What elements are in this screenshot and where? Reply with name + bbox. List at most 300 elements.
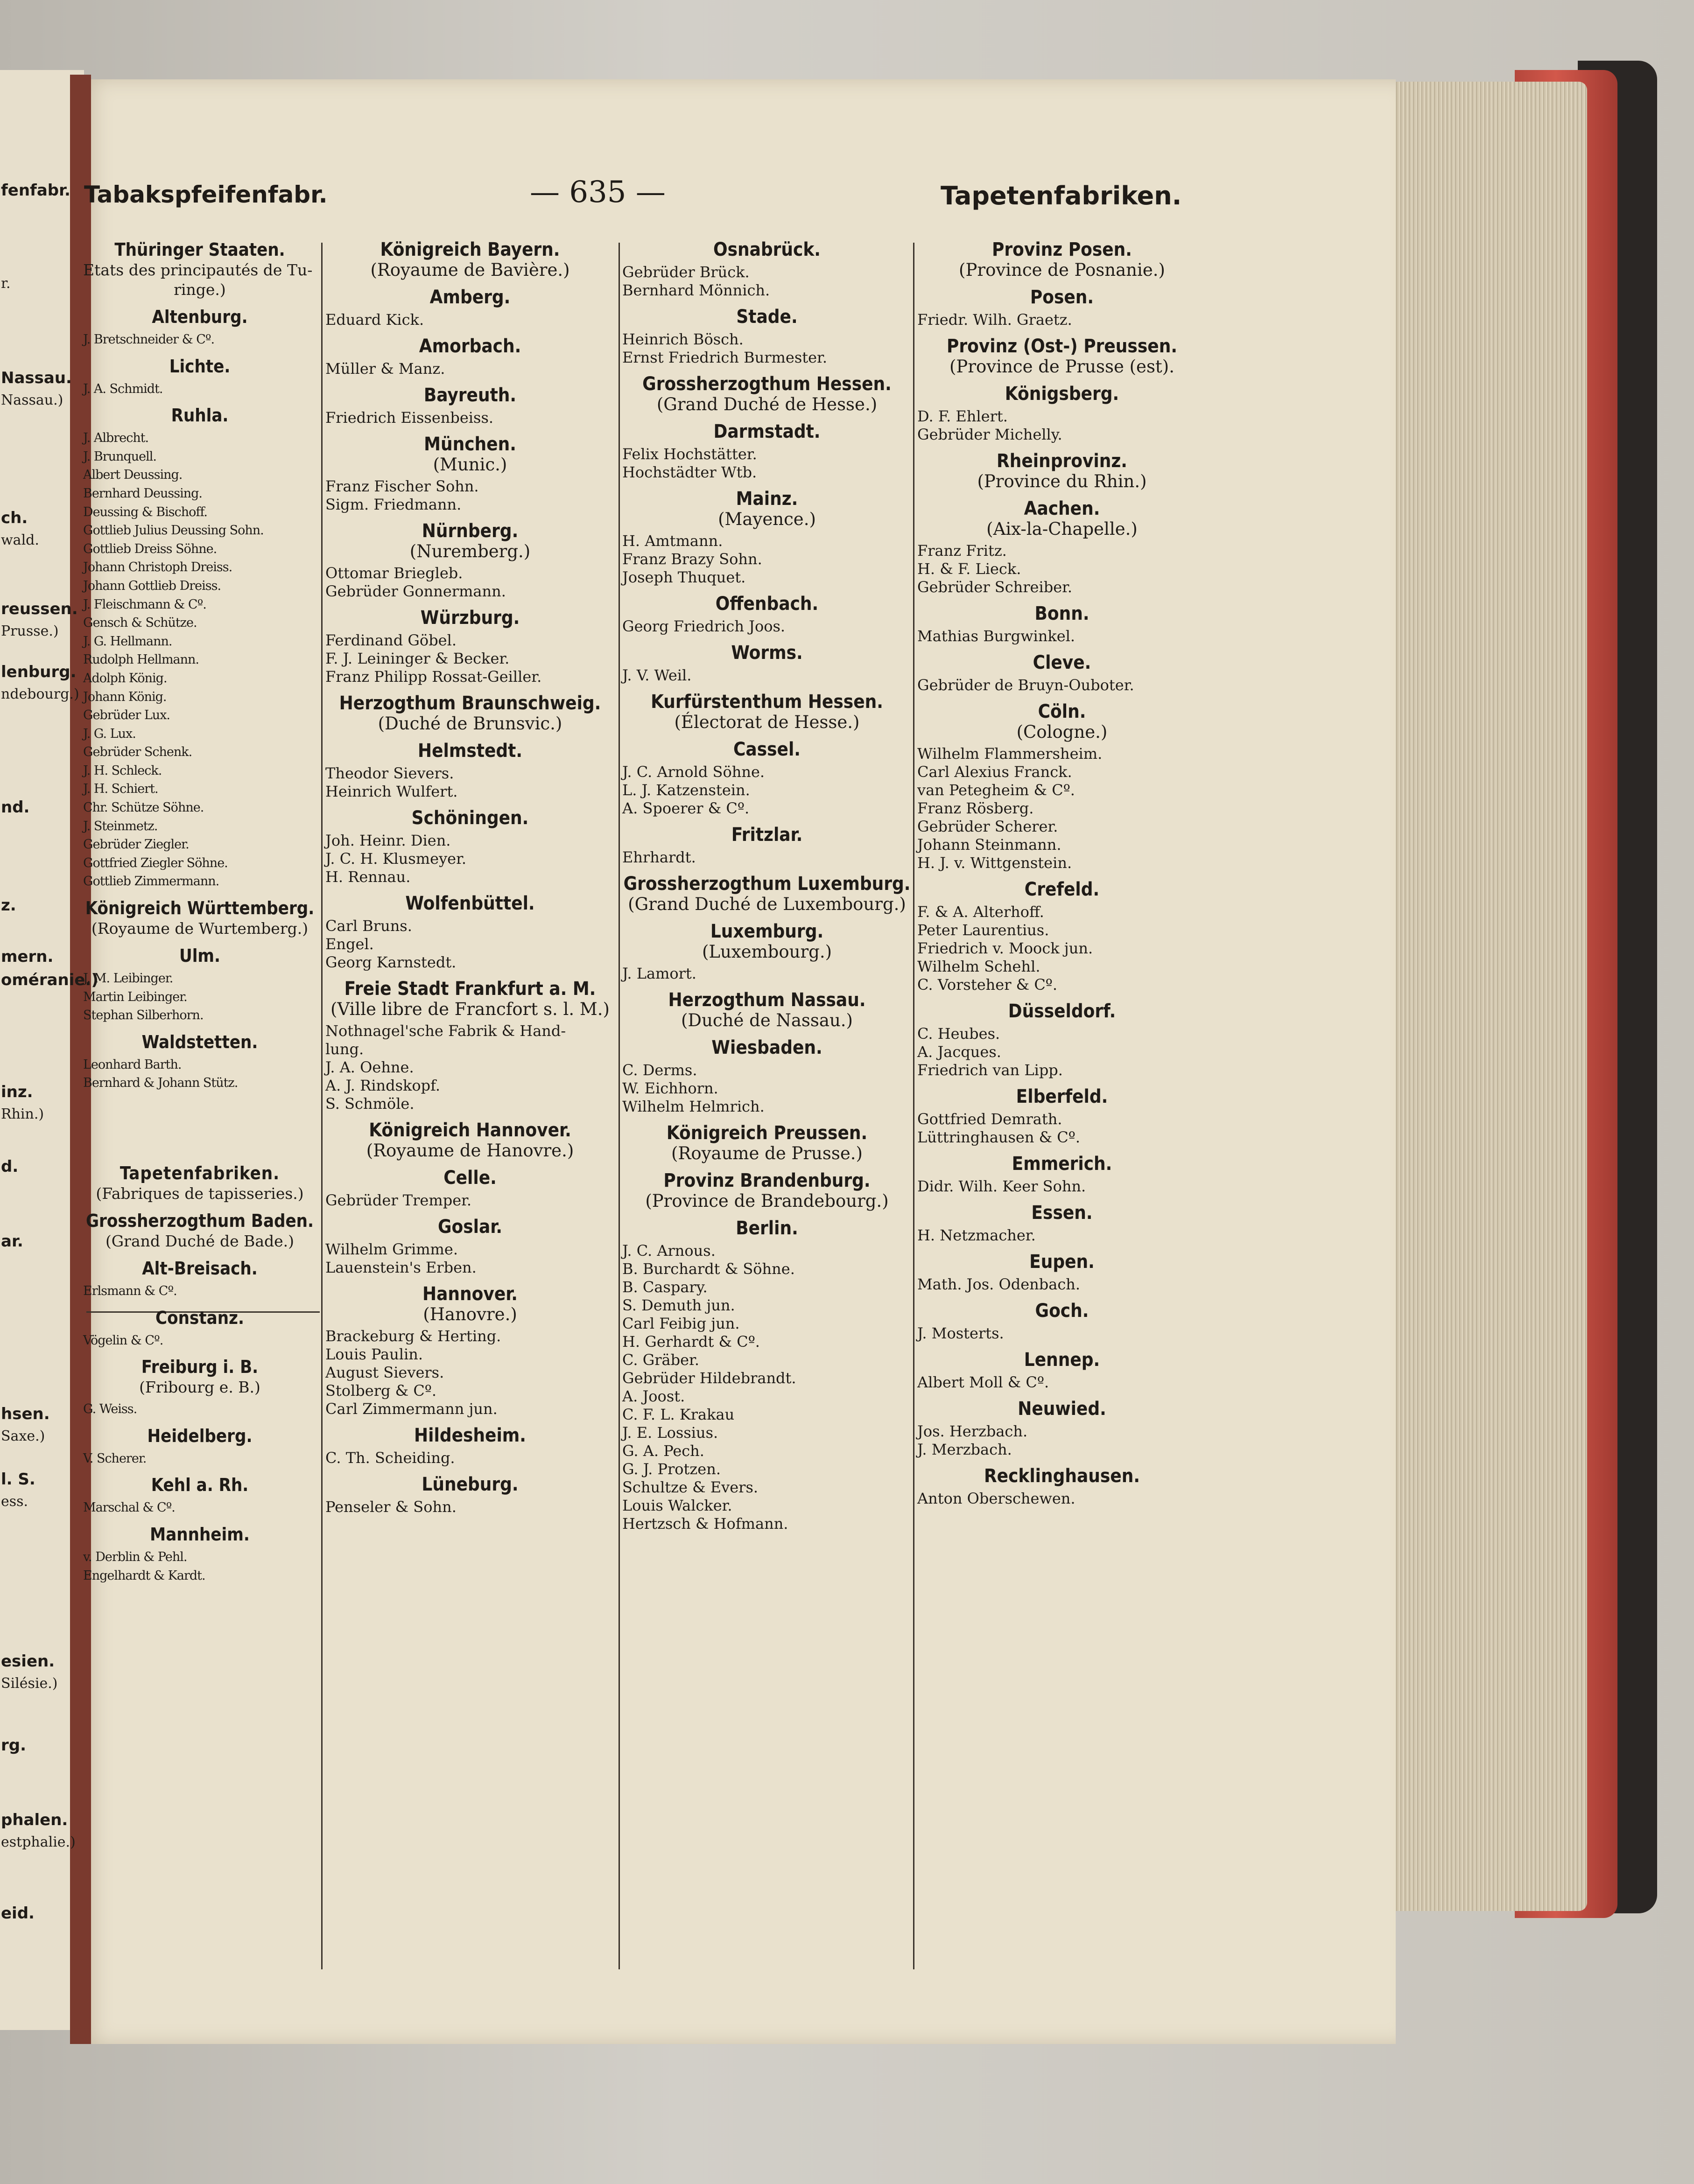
left-page-fragment-text: esien. [1,1652,55,1671]
directory-section [325,686,615,734]
directory-section [622,636,912,685]
directory-section [83,938,316,1025]
section-heading: Eupen. [1029,1251,1095,1273]
section-heading: Aachen. [1024,498,1100,519]
firm-entry: Engel. [325,935,374,953]
section-subtitle: (Fribourg e. B.) [139,1378,260,1397]
left-page-fragment-text: rg. [1,1736,27,1755]
section-subtitle: (Province de Posnanie.) [959,260,1165,280]
directory-section [325,1277,615,1418]
firm-entry: J. Steinmetz. [83,819,158,833]
firm-entry: Johann König. [83,689,167,704]
firm-entry: J. G. Lux. [83,726,136,741]
firm-entry: H. Rennau. [325,868,411,886]
section-heading: Ruhla. [171,405,229,426]
firm-entry: J. Brunquell. [83,449,156,464]
directory-section [622,1163,912,1211]
firm-entry: Martin Leibinger. [83,989,187,1004]
column-rule-2 [619,243,620,1969]
firm-entry: C. F. L. Krakau [622,1406,735,1423]
section-subtitle: (Grand Duché de Hesse.) [656,394,878,414]
section-subtitle: (Ville libre de Francfort s. l. M.) [330,999,610,1019]
section-heading: Elberfeld. [1016,1086,1108,1107]
section-heading: Provinz Posen. [992,239,1132,260]
firm-entry: Gebrüder Scherer. [917,818,1058,835]
firm-entry: A. J. Rindskopf. [325,1077,440,1094]
section-heading: Bonn. [1034,603,1090,624]
directory-section [325,972,615,1113]
section-heading: Luxemburg. [710,921,824,942]
firm-entry: Didr. Wilh. Keer Sohn. [917,1177,1086,1195]
firm-entry: Gebrüder Schenk. [83,745,192,760]
directory-section [917,1079,1207,1147]
section-heading: Fritzlar. [731,824,803,846]
firm-entry: Gottfried Ziegler Söhne. [83,855,228,870]
firm-entry: C. Vorsteher & Cº. [917,976,1058,994]
directory-section [622,367,912,414]
column-4 [917,239,1207,1508]
firm-entry: Friedrich v. Moock jun. [917,939,1093,957]
section-heading: Thüringer Staaten. [114,239,285,260]
section-subtitle: (Mayence.) [718,509,816,529]
section-heading: Stade. [736,306,798,328]
firm-entry: Eduard Kick. [325,311,424,329]
firm-entry: Math. Jos. Odenbach. [917,1275,1081,1293]
firm-entry: C. Derms. [622,1061,697,1079]
firm-entry: Rudolph Hellmann. [83,652,199,667]
section-heading: Kehl a. Rh. [151,1475,249,1496]
firm-entry: Albert Moll & Cº. [917,1373,1049,1391]
section-heading: Waldstetten. [141,1031,258,1052]
firm-entry: Ottomar Briegleb. [325,564,463,582]
firm-entry: Wilhelm Grimme. [325,1240,458,1258]
firm-entry: J. Bretschneider & Cº. [83,332,215,347]
directory-section [83,1251,316,1301]
page-number: — 635 — [530,175,666,210]
directory-section [622,414,912,482]
page-edges [1377,82,1587,1911]
section-heading: Herzogthum Nassau. [668,989,866,1011]
firm-entry: Leonhard Barth. [83,1057,182,1072]
directory-section [917,1459,1207,1508]
firm-entry: J. Mosterts. [917,1324,1004,1342]
left-page-fragment-text: eid. [1,1904,35,1923]
directory-section [622,300,912,367]
section-heading: Cassel. [733,739,801,760]
directory-section [917,1343,1207,1392]
firm-entry: Peter Laurentius. [917,921,1049,939]
directory-section [325,1467,615,1516]
directory-section [917,645,1207,694]
firm-entry: G. Weiss. [83,1402,137,1417]
firm-entry: C. Th. Scheiding. [325,1449,455,1467]
directory-section [325,1210,615,1277]
firm-entry: Joh. Heinr. Dien. [325,832,451,849]
section-heading: Hildesheim. [414,1425,526,1446]
firm-entry: B. Caspary. [622,1278,708,1296]
firm-entry: H. Gerhardt & Cº. [622,1333,760,1351]
firm-entry: Heinrich Bösch. [622,330,744,348]
section-heading: Schöningen. [411,807,529,829]
section-heading: Cleve. [1033,652,1091,673]
directory-section [917,1147,1207,1196]
section-heading: Tapetenfabriken. [119,1163,280,1183]
section-subtitle: (Munic.) [433,455,507,475]
firm-entry: Ferdinand Göbel. [325,631,457,649]
section-subtitle: (Cologne.) [1016,722,1108,742]
section-heading: Königsberg. [1005,383,1119,405]
firm-entry: Carl Alexius Franck. [917,763,1072,781]
section-heading: Recklinghausen. [984,1465,1140,1487]
directory-section [917,1196,1207,1245]
firm-entry: Mathias Burgwinkel. [917,627,1075,645]
section-heading: Grossherzogthum Luxemburg. [623,873,911,895]
directory-section [917,444,1207,491]
firm-entry: Franz Philipp Rossat-Geiller. [325,668,542,686]
directory-section [917,329,1207,377]
firm-entry: Stephan Silberhorn. [83,1008,204,1023]
section-heading: Freie Stadt Frankfurt a. M. [344,978,596,1000]
directory-section [83,398,316,891]
section-heading: Amberg. [429,287,511,308]
directory-section [917,596,1207,645]
firm-entry: Gebrüder Tremper. [325,1191,472,1209]
directory-section [917,1392,1207,1459]
firm-entry: Johann Steinmann. [917,836,1061,854]
firm-entry: Gebrüder Schreiber. [917,578,1073,596]
section-heading: Lüneburg. [422,1474,519,1495]
firm-entry: F. & A. Alterhoff. [917,903,1044,921]
section-heading: München. [424,434,516,455]
firm-entry: Ernst Friedrich Burmester. [622,349,827,366]
firm-entry: Bernhard Deussing. [83,486,202,501]
firm-entry: J. H. Schleck. [83,763,162,778]
firm-entry: Jos. Herzbach. [917,1422,1028,1440]
firm-entry: Gottlieb Julius Deussing Sohn. [83,523,264,538]
left-page-fragment-text: ch. [1,509,28,527]
left-page-fragment-text: mern. [1,947,54,966]
section-heading: Nürnberg. [422,520,519,542]
section-subtitle: (Aix-la-Chapelle.) [986,519,1138,539]
left-page-fragment-text: nd. [1,798,30,817]
directory-section [325,886,615,972]
section-heading: Goslar. [437,1216,502,1238]
left-page-fragment-text: ndebourg.) [1,686,79,702]
firm-entry: J. C. H. Klusmeyer. [325,850,467,868]
section-subtitle: (Duché de Brunsvic.) [378,714,562,734]
firm-entry: J. C. Arnold Söhne. [622,763,765,781]
left-page-fragment-text: Prusse.) [1,623,59,639]
section-heading: Emmerich. [1012,1153,1112,1175]
firm-entry: L. J. Katzenstein. [622,781,750,799]
section-heading: Herzogthum Braunschweig. [339,693,601,714]
left-page-fragment-text: inz. [1,1083,33,1101]
firm-entry: Schultze & Evers. [622,1478,759,1496]
firm-entry: Franz Fritz. [917,542,1007,560]
section-heading: Königreich Württemberg. [85,898,315,919]
directory-section [325,801,615,886]
directory-section [917,1245,1207,1294]
firm-entry: S. Schmöle. [325,1095,415,1113]
firm-entry: Franz Fischer Sohn. [325,477,479,495]
firm-entry: Hochstädter Wtb. [622,463,757,481]
section-heading: Mainz. [736,488,798,510]
firm-entry: A. Spoerer & Cº. [622,799,750,817]
firm-entry: Franz Brazy Sohn. [622,550,762,568]
column-2 [325,239,615,1516]
directory-section [83,891,316,938]
section-heading: Wiesbaden. [711,1037,822,1058]
directory-section [83,1517,316,1585]
firm-entry: van Petegheim & Cº. [917,781,1075,799]
section-heading: Ulm. [179,945,221,966]
firm-entry: Wilhelm Schehl. [917,958,1040,975]
directory-section [83,1204,316,1251]
section-subtitle: (Grand Duché de Bade.) [105,1232,295,1250]
directory-section [622,587,912,636]
column-rule-3 [913,243,914,1969]
section-heading: Posen. [1030,287,1094,308]
firm-entry: J. A. Oehne. [325,1058,414,1076]
firm-entry: Felix Hochstätter. [622,445,757,463]
section-heading: Würzburg. [420,607,520,629]
section-heading: Darmstadt. [713,421,821,442]
section-subtitle: (Luxembourg.) [702,942,832,962]
left-page-fragment-text: d. [1,1157,19,1176]
firm-entry: Friedrich Eissenbeiss. [325,409,494,427]
left-page-fragment-text: z. [1,896,16,915]
section-heading: Lichte. [169,356,231,377]
firm-entry: J. V. Weil. [622,666,692,684]
firm-entry: Anton Oberschewen. [917,1490,1075,1507]
directory-section [917,377,1207,444]
directory-section [325,514,615,601]
directory-section [83,1025,316,1092]
section-heading: Hannover. [422,1283,518,1305]
section-heading: Constanz. [155,1307,244,1328]
section-heading: Berlin. [736,1218,798,1239]
directory-section [325,601,615,686]
section-heading: Lennep. [1024,1349,1100,1371]
firm-entry: Carl Zimmermann jun. [325,1400,498,1418]
directory-section [83,1419,316,1468]
section-heading: Grossherzogthum Baden. [85,1211,314,1231]
firm-entry: Nothnagel'sche Fabrik & Hand- [325,1022,566,1040]
firm-entry: Gottfried Demrath. [917,1110,1062,1128]
left-page-fragment-text: Nassau. [1,369,72,387]
left-page-fragment-text: phalen. [1,1811,68,1829]
firm-entry: v. Derblin & Pehl. [83,1549,187,1564]
firm-entry: Louis Paulin. [325,1345,423,1363]
directory-section [622,867,912,914]
directory-section [325,1113,615,1161]
firm-entry: J. H. Schiert. [83,782,158,797]
firm-entry: J. Lamort. [622,965,696,982]
firm-entry: H. Netzmacher. [917,1226,1036,1244]
firm-entry: F. J. Leininger & Becker. [325,650,510,667]
firm-entry: Gebrüder de Bruyn-Ouboter. [917,676,1134,694]
section-heading: Crefeld. [1024,879,1100,900]
left-page-fragment-text: estphalie.) [1,1834,76,1850]
firm-entry: Wilhelm Flammersheim. [917,745,1103,763]
directory-section [622,983,912,1030]
firm-entry: Chr. Schütze Söhne. [83,800,204,815]
directory-section [917,694,1207,872]
firm-entry: G. A. Pech. [622,1442,704,1460]
section-heading: Königreich Bayern. [380,239,560,260]
firm-entry: Müller & Manz. [325,360,445,378]
section-heading: Wolfenbüttel. [405,893,535,914]
firm-entry: Georg Karnstedt. [325,953,457,971]
firm-entry: Marschal & Cº. [83,1500,175,1515]
directory-section [917,1294,1207,1343]
directory-section [622,914,912,983]
section-heading: Kurfürstenthum Hessen. [651,691,883,713]
firm-entry: Friedr. Wilh. Graetz. [917,311,1072,329]
section-subtitle: (Fabriques de tapisseries.) [96,1184,304,1203]
section-heading: Provinz (Ost-) Preussen. [946,336,1177,357]
left-page-fragment-text: wald. [1,532,39,548]
firm-entry: J. A. Schmidt. [83,381,163,396]
section-heading: Osnabrück. [713,239,821,260]
firm-entry: H. J. v. Wittgenstein. [917,854,1072,872]
column-1 [83,239,316,1585]
section-subtitle: (Hanovre.) [423,1304,517,1324]
firm-entry: D. F. Ehlert. [917,407,1008,425]
running-header-left: Tabakspfeifenfabr. [84,181,328,208]
section-subtitle: (Province de Prusse (est). [949,357,1174,377]
firm-entry: Sigm. Friedmann. [325,496,462,513]
section-heading: Grossherzogthum Hessen. [642,373,892,395]
directory-section [325,378,615,427]
firm-entry: Albert Deussing. [83,468,183,483]
directory-section [83,349,316,399]
firm-entry: Johann Gottlieb Dreiss. [83,578,221,593]
left-page-fragment-text: Saxe.) [1,1428,45,1444]
directory-section [917,994,1207,1079]
section-heading: Königreich Preussen. [666,1122,868,1144]
firm-entry: Gebrüder Michelly. [917,426,1062,443]
directory-section [622,685,912,732]
firm-entry: Johann Christoph Dreiss. [83,560,232,575]
section-subtitle: (Électorat de Hesse.) [674,712,860,732]
firm-entry: Gebrüder Hildebrandt. [622,1369,796,1387]
section-subtitle: (Province de Brandebourg.) [645,1191,889,1211]
section-heading: Offenbach. [715,593,819,615]
left-page-fragment-text: Rhin.) [1,1106,44,1122]
firm-entry: Vögelin & Cº. [83,1333,163,1348]
directory-section [622,482,912,587]
left-page-fragment-text: r. [1,275,11,292]
directory-section [622,732,912,818]
firm-entry: J. E. Lossius. [622,1424,718,1442]
firm-entry: V. Scherer. [83,1451,147,1466]
left-page-fragment-text: reussen. [1,600,78,618]
section-heading: Celle. [443,1167,497,1189]
left-page-fragment-text: ar. [1,1232,23,1251]
section-heading: Essen. [1031,1202,1093,1224]
section-heading: Helmstedt. [417,740,523,762]
left-page-fragment-text: hsen. [1,1405,50,1423]
directory-section [325,280,615,329]
firm-entry: G. J. Protzen. [622,1460,721,1478]
firm-entry: Friedrich van Lipp. [917,1061,1063,1079]
firm-entry: Gebrüder Gonnermann. [325,582,506,600]
firm-entry: Gensch & Schütze. [83,616,197,630]
left-page-fragment-text: oméranie.) [1,971,98,989]
firm-entry: Ehrhardt. [622,848,696,866]
firm-entry: J. Fleischmann & Cº. [83,597,206,612]
section-heading: Provinz Brandenburg. [663,1170,871,1191]
firm-entry: Joseph Thuquet. [622,568,746,586]
directory-section [622,1116,912,1163]
firm-entry: Hertzsch & Hofmann. [622,1515,788,1533]
section-heading: Düsseldorf. [1008,1001,1116,1022]
section-heading: Alt-Breisach. [142,1258,258,1279]
section-subtitle: (Nuremberg.) [409,541,531,561]
firm-entry: J. Albrecht. [83,431,149,446]
firm-entry: W. Eichhorn. [622,1079,718,1097]
directory-section [325,329,615,378]
section-heading: Mannheim. [150,1524,250,1545]
directory-section [622,1030,912,1116]
directory-section [917,239,1207,280]
firm-entry: Georg Friedrich Joos. [622,617,786,635]
directory-section [917,280,1207,329]
firm-entry: Theodor Sievers. [325,764,454,782]
section-subtitle: ringe.) [174,280,226,299]
left-page-fragment-text: l. S. [1,1470,35,1489]
firm-entry: Wilhelm Helmrich. [622,1098,765,1115]
firm-entry: J. M. Leibinger. [83,971,173,986]
directory-section [83,1092,316,1204]
section-heading: Königreich Hannover. [369,1120,571,1141]
firm-entry: H. Amtmann. [622,532,723,550]
left-page-fragment-text: fenfabr. [1,181,70,200]
firm-entry: J. G. Hellmann. [83,634,172,649]
directory-section [325,734,615,801]
firm-entry: A. Joost. [622,1387,685,1405]
section-subtitle: (Province du Rhin.) [977,471,1147,491]
section-heading: Freiburg i. B. [141,1357,259,1378]
section-heading: Heidelberg. [147,1425,253,1446]
firm-entry: Gebrüder Ziegler. [83,837,189,852]
firm-entry: Carl Feibig jun. [622,1315,740,1332]
firm-entry: H. & F. Lieck. [917,560,1021,578]
firm-entry: Gottlieb Zimmermann. [83,874,219,889]
directory-section [917,872,1207,994]
firm-entry: lung. [325,1040,364,1058]
firm-entry: Louis Walcker. [622,1497,732,1514]
firm-entry: Bernhard Mönnich. [622,281,770,299]
left-page-fragment-text: Silésie.) [1,1675,58,1692]
firm-entry: August Sievers. [325,1364,444,1381]
section-heading: Bayreuth. [423,385,517,406]
firm-entry: Penseler & Sohn. [325,1498,457,1516]
left-page-fragment-text: lenburg. [1,663,77,681]
section-subtitle: (Royaume de Wurtemberg.) [91,919,309,938]
section-subtitle: (Duché de Nassau.) [681,1010,853,1030]
left-page-fragment-text: ess. [1,1493,28,1510]
firm-entry: Erlsmann & Cº. [83,1284,177,1298]
firm-entry: Gebrüder Lux. [83,708,170,723]
firm-entry: S. Demuth jun. [622,1296,735,1314]
firm-entry: C. Gräber. [622,1351,699,1369]
firm-entry: Brackeburg & Herting. [325,1327,501,1345]
directory-section [325,1161,615,1210]
section-heading: Amorbach. [419,336,521,357]
firm-entry: Adolph König. [83,671,167,686]
